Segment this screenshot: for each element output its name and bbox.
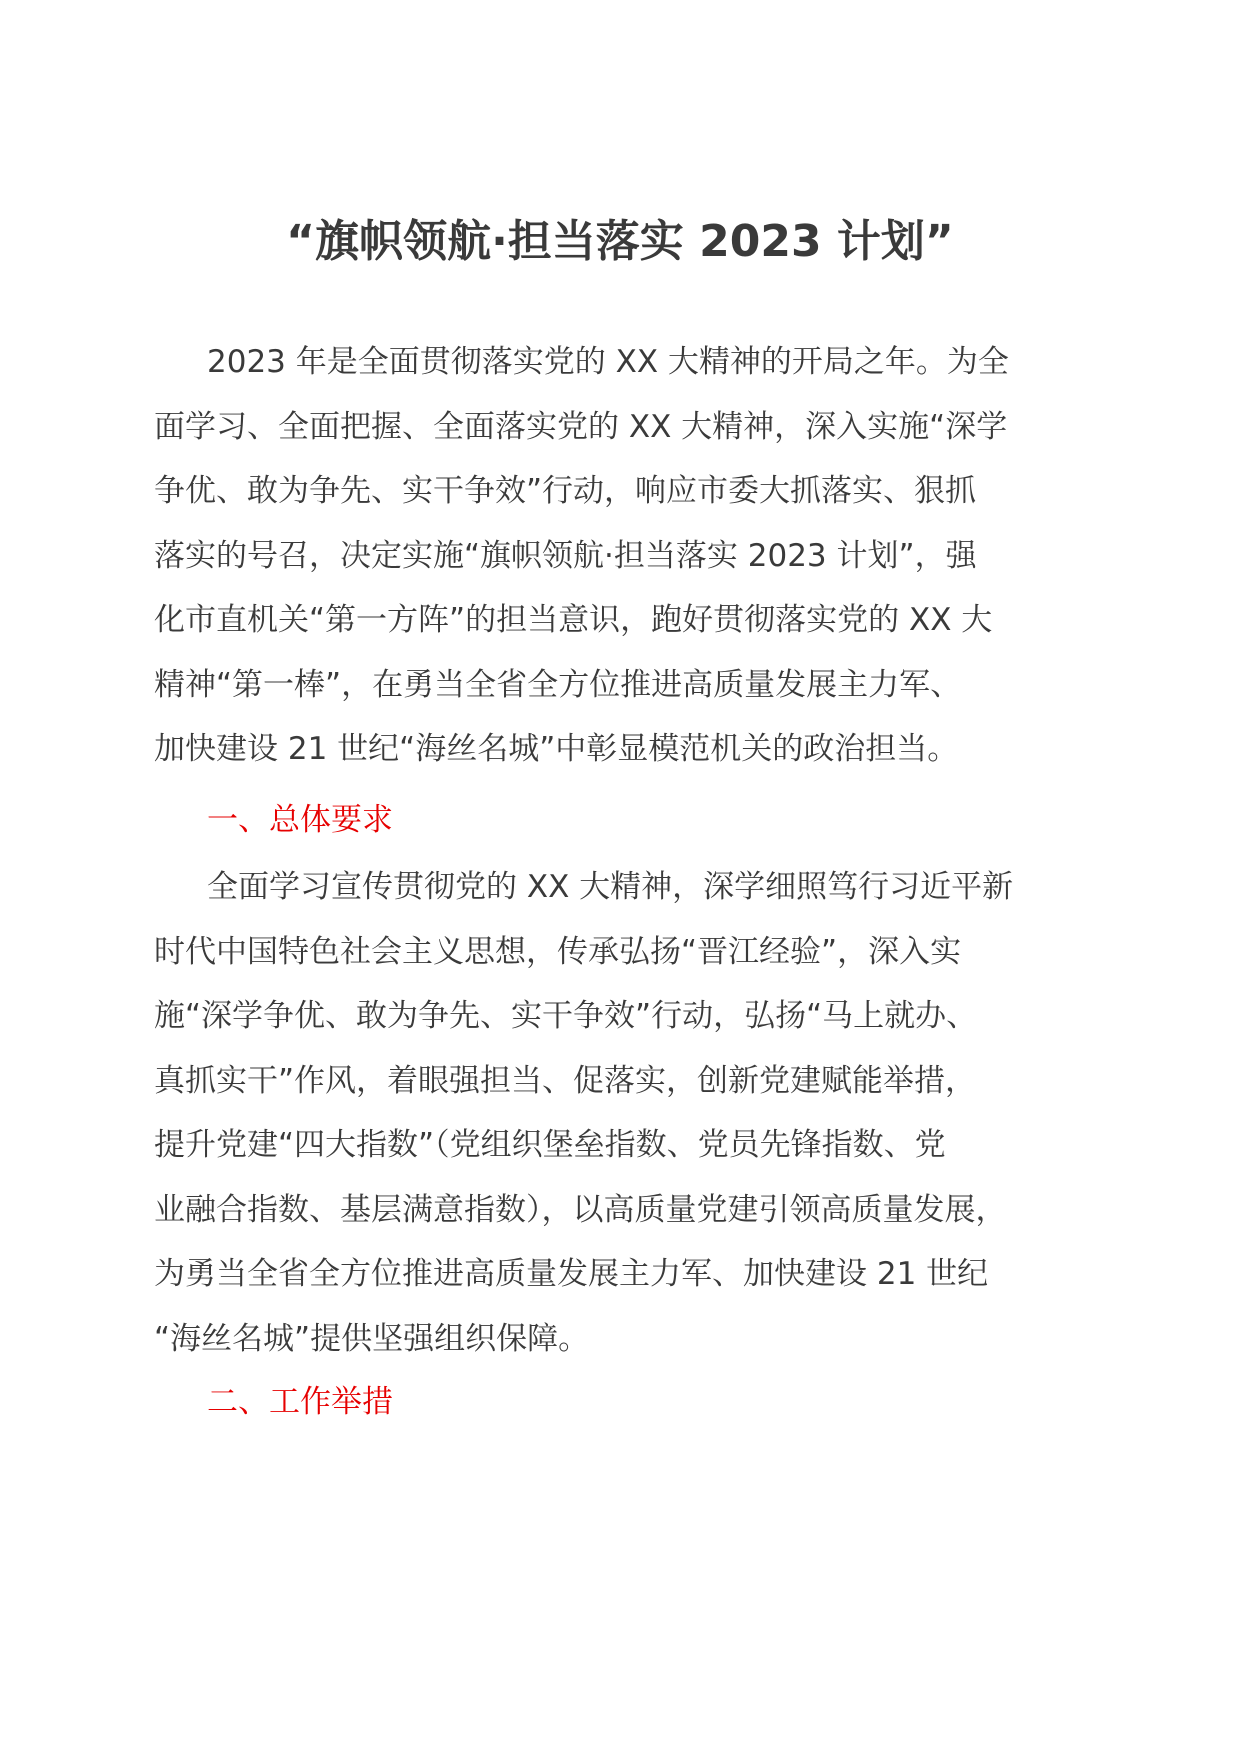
intro-paragraph — [154, 330, 1094, 782]
paragraph-line: 精神“第一棒”，在勇当全省全方位推进高质量发展主力军、 — [154, 666, 962, 703]
paragraph-line: 时代中国特色社会主义思想，传承弘扬“晋江经验”，深入实 — [154, 933, 962, 970]
section-heading-overall-requirements: 一、总体要求 — [207, 802, 393, 838]
paragraph-line: 面学习、全面把握、全面落实党的 XX 大精神，深入实施“深学 — [154, 408, 1008, 445]
paragraph-line: 落实的号召，决定实施“旗帜领航·担当落实 2023 计划”，强 — [154, 537, 977, 574]
paragraph-line: 真抓实干”作风，着眼强担当、促落实，创新党建赋能举措， — [154, 1062, 977, 1099]
document-title: “旗帜领航·担当落实 2023 计划” — [286, 216, 954, 267]
paragraph-line: 加快建设 21 世纪“海丝名城”中彰显模范机关的政治担当。 — [154, 731, 959, 767]
paragraph-line: 化市直机关“第一方阵”的担当意识，跑好贯彻落实党的 XX 大 — [154, 602, 993, 638]
paragraph-line: 提升党建“四大指数”（党组织堡垒指数、党员先锋指数、党 — [154, 1127, 946, 1163]
paragraph-line: 全面学习宣传贯彻党的 XX 大精神，深学细照笃行习近平新 — [207, 869, 1014, 905]
paragraph-line: 争优、敢为争先、实干争效”行动，响应市委大抓落实、狠抓 — [154, 473, 977, 509]
paragraph-line: 业融合指数、基层满意指数），以高质量党建引领高质量发展， — [154, 1191, 1007, 1228]
paragraph-line: 施“深学争优、敢为争先、实干争效”行动，弘扬“马上就办、 — [154, 998, 978, 1034]
paragraph-line: 2023 年是全面贯彻落实党的 XX 大精神的开局之年。为全 — [207, 344, 1009, 380]
paragraph-line: 为勇当全省全方位推进高质量发展主力军、加快建设 21 世纪 — [154, 1256, 989, 1292]
section-heading-work-measures: 二、工作举措 — [207, 1384, 393, 1420]
overall-requirements-paragraph — [154, 855, 1094, 1371]
paragraph-line: “海丝名城”提供坚强组织保障。 — [154, 1320, 590, 1357]
